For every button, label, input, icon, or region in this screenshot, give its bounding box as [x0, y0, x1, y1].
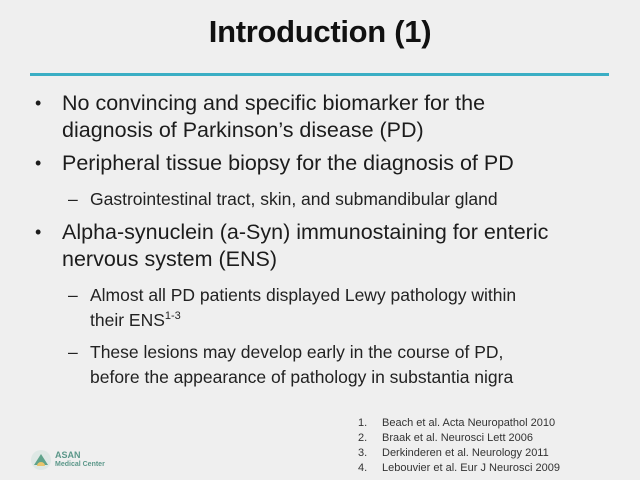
bullet-1: • No convincing and specific biomarker for the diagnosis of Parkinson’s disease (PD)	[35, 91, 486, 142]
citation-superscript: 1-3	[164, 310, 181, 323]
reference-item: 2. Braak et al. Neurosci Lett 2006	[358, 432, 534, 444]
sub-bullet-3-1: – Almost all PD patients displayed Lewy pathology within their ENS$^{1-3}$	[68, 285, 517, 330]
bullet-icon: •	[35, 93, 42, 113]
bullet-2: • Peripheral tissue biopsy for the diagnosis of PD	[35, 151, 514, 175]
dash-icon: –	[68, 189, 78, 209]
bullet-3: • Alpha-synuclein (a-Syn) immunostaining for enteric nervous system (ENS)	[35, 220, 549, 271]
sub-bullet-2-1: – Gastrointestinal tract, skin, and submandibular gland	[90, 187, 630, 212]
reference-item: 4. Lebouvier et al. Eur J Neurosci 2009	[358, 462, 560, 474]
references-list	[358, 416, 560, 476]
sub-bullet-3-2: – These lesions may develop early in the course of PD, before the appearance of pathology in substantia nigra	[68, 342, 514, 387]
slide-title: Introduction (1)	[208, 14, 432, 49]
reference-item: 1. Beach et al. Acta Neuropathol 2010	[358, 417, 556, 429]
bullet-icon: •	[35, 153, 42, 173]
bullet-icon: •	[35, 222, 42, 242]
mountain-logo-icon	[31, 450, 51, 470]
reference-item: 3. Derkinderen et al. Neurology 2011	[358, 447, 549, 459]
title-underline	[30, 73, 609, 76]
asan-medical-center-logo: ASAN Medical Center	[31, 450, 105, 470]
dash-icon: –	[68, 285, 78, 305]
dash-icon: –	[68, 342, 78, 362]
